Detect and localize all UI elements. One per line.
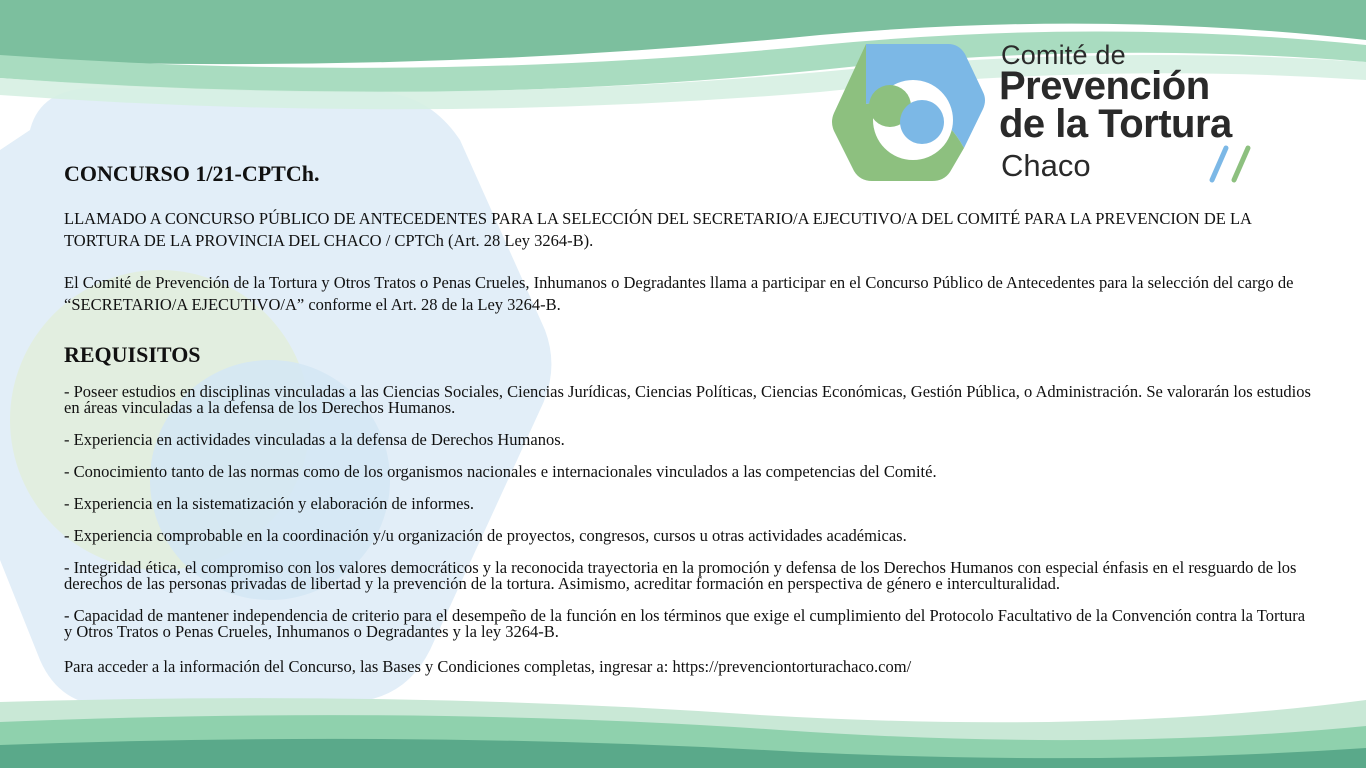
logo-line-1: Comité de xyxy=(1001,40,1126,70)
logo-line-4: Chaco xyxy=(1001,148,1091,183)
requirements-heading: REQUISITOS xyxy=(64,342,201,367)
logo-line-3: de la Tortura xyxy=(999,102,1232,146)
requirement-item: - Poseer estudios en disciplinas vinculadas a las Ciencias Sociales, Ciencias Jurídicas, Ciencias Políticas, Ciencias Económicas, Gestión Pública, o Administración. Se valorarán los estudios en áreas vinculadas a la defensa de los Derechos Humanos. xyxy=(64,382,1311,417)
announcement-content xyxy=(64,160,1314,678)
requirement-item: - Experiencia en la sistematización y elaboración de informes. xyxy=(64,494,475,513)
requirement-item: - Experiencia en actividades vinculadas a la defensa de Derechos Humanos. xyxy=(64,430,565,449)
access-info: Para acceder a la información del Concurso, las Bases y Condiciones completas, ingresar a: https://prevenciontorturachaco.com/ xyxy=(64,657,912,676)
page-title: CONCURSO 1/21-CPTCh. xyxy=(64,161,320,186)
requirement-item: - Conocimiento tanto de las normas como de los organismos nacionales e internacionales vinculados a las competencias del Comité. xyxy=(64,462,937,481)
logo-circle-blue xyxy=(900,100,944,144)
requirement-item: - Capacidad de mantener independencia de criterio para el desempeño de la función en los términos que exige el cumplimiento del Protocolo Facultativo de la Convención contra la Tortura y Otros Tratos o Penas Crueles, Inhumanos o Degradantes y la ley 3264-B. xyxy=(64,606,1306,641)
logo-line-2: Prevención xyxy=(999,64,1210,108)
call-for-applications: LLAMADO A CONCURSO PÚBLICO DE ANTECEDENTES PARA LA SELECCIÓN DEL SECRETARIO/A EJECUTIVO/A DEL COMITÉ PARA LA PREVENCION DE LA TORTURA DE LA PROVINCIA DEL CHACO / CPTCh (Art. 28 Ley 3264-B). xyxy=(64,209,1252,250)
requirement-item: - Experiencia comprobable en la coordinación y/u organización de proyectos, congresos, cursos u otras actividades académicas. xyxy=(64,526,907,545)
requirement-item: - Integridad ética, el compromiso con los valores democráticos y la reconocida trayectoria en la promoción y defensa de los Derechos Humanos con especial énfasis en el resguardo de los derechos de las personas privadas de libertad y la prevención de la tortura. Asimismo, acreditar formación en perspectiva de género e interculturalidad. xyxy=(64,558,1297,593)
intro-paragraph: El Comité de Prevención de la Tortura y Otros Tratos o Penas Crueles, Inhumanos o Degradantes llama a participar en el Concurso Público de Antecedentes para la selección del cargo de “SECRETARIO/A EJECUTIVO/A” conforme el Art. 28 de la Ley 3264-B. xyxy=(64,273,1294,314)
requirements-list xyxy=(64,384,1314,640)
